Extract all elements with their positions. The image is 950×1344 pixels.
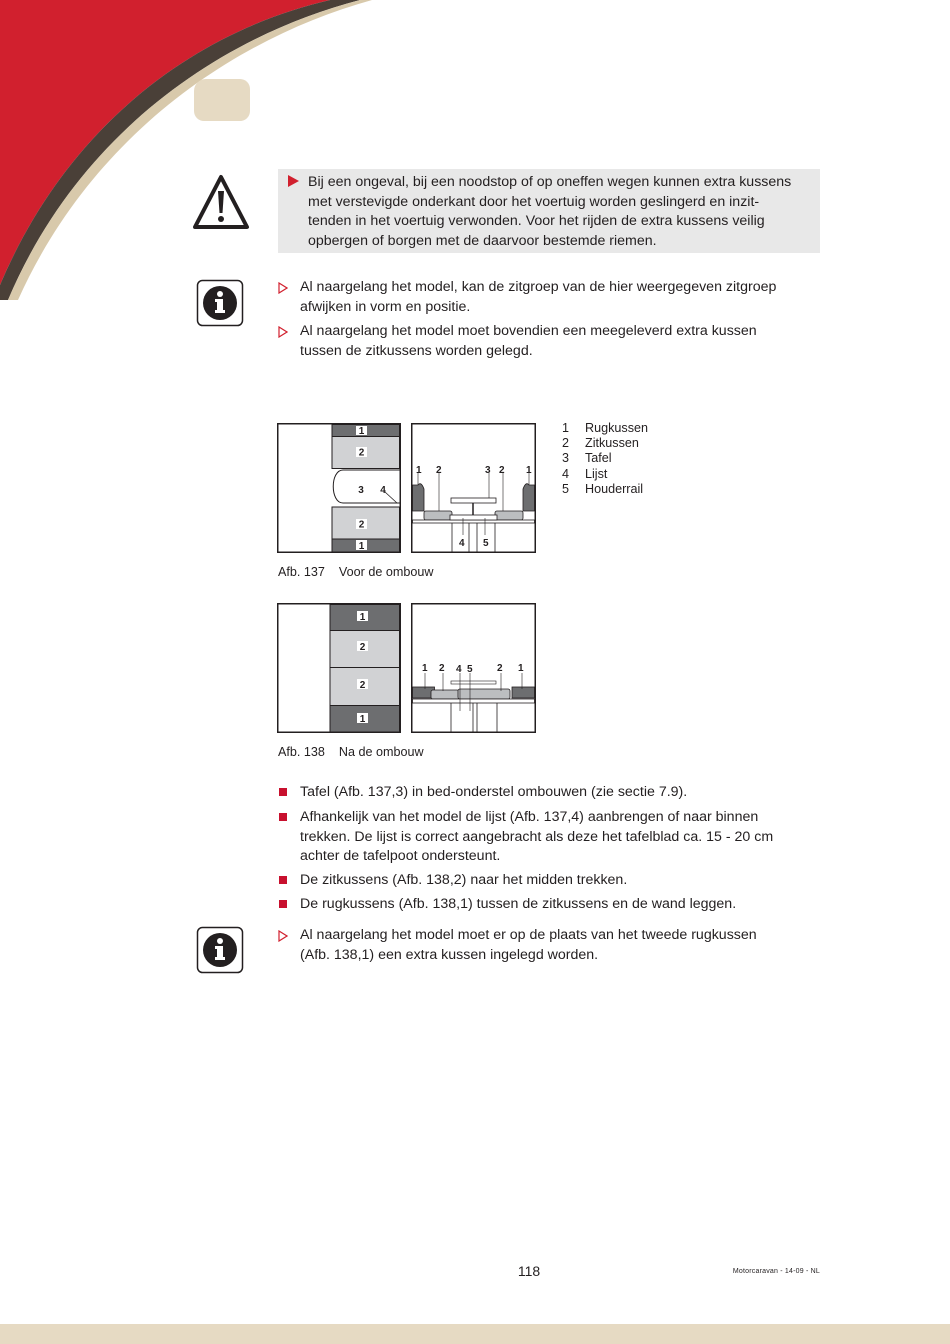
figure-label: 2 — [436, 465, 442, 476]
figure-label: 1 — [518, 663, 524, 674]
figure-label: 2 — [439, 663, 445, 674]
step-item — [278, 783, 818, 803]
warning-text: Bij een ongeval, bij een noodstop of op oneffen wegen kunnen extra kussens met verstevigde onderkant door het voertuig worden geslingerd en inzit- tenden in het voertuig verwonden. Voor het rijden de extra kussens veilig opbergen of borgen met de daarvoor bestemde riemen. — [308, 174, 792, 249]
figure-138-section-view — [411, 603, 536, 733]
legend-number: 2 — [562, 436, 570, 451]
figure-label: 1 — [358, 541, 365, 552]
legend-label: Tafel — [585, 451, 612, 466]
legend-label: Zitkussen — [585, 436, 639, 451]
figure-label: 1 — [526, 465, 532, 476]
info-note-text: Al naargelang het model moet bovendien een meegeleverd extra kussen tussen de zitkussens worden gelegd. — [300, 323, 757, 359]
info-icon — [196, 926, 244, 974]
figure-label: 2 — [497, 663, 503, 674]
caption-text: Voor de ombouw — [338, 565, 434, 579]
warning-triangle-icon — [192, 174, 250, 230]
figure-label: 2 — [499, 465, 505, 476]
figure-label: 3 — [358, 485, 364, 496]
page-number: 118 — [517, 1263, 541, 1279]
legend-number: 4 — [562, 466, 570, 481]
legend-number: 1 — [562, 421, 570, 435]
caption-number: Afb. 138 — [278, 745, 325, 759]
step-bullet-icon — [279, 788, 287, 796]
note-bullet-icon — [278, 326, 288, 338]
info-icon — [196, 279, 244, 327]
figure-label: 2 — [359, 680, 366, 691]
step-item — [278, 808, 818, 868]
figure-label: 1 — [359, 612, 366, 623]
legend-number: 3 — [562, 451, 570, 466]
chapter-tab — [194, 79, 250, 121]
figure-label: 1 — [359, 714, 366, 725]
document-id: Motorcaravan - 14-09 - NL — [732, 1268, 820, 1275]
info-note-2 — [278, 322, 818, 362]
step-bullet-icon — [279, 876, 287, 884]
figure-label: 1 — [358, 426, 365, 437]
step-text: Afhankelijk van het model de lijst (Afb. 137,4) aanbrengen of naar binnen trekken. De lijst is correct aangebracht als deze het tafelblad ca. 15 - 20 cm achter de tafelpoot ondersteunt. — [300, 809, 774, 864]
step-bullet-icon — [279, 813, 287, 821]
step-bullet-icon — [279, 900, 287, 908]
legend-number: 5 — [562, 481, 570, 496]
step-text: De zitkussens (Afb. 138,2) naar het midden trekken. — [300, 872, 628, 888]
footer-band — [0, 1324, 950, 1344]
caption-number: Afb. 137 — [278, 565, 325, 579]
info-note-3 — [278, 926, 818, 966]
figure-label: 4 — [456, 664, 462, 675]
legend-label: Houderrail — [585, 481, 644, 496]
step-text: De rugkussens (Afb. 138,1) tussen de zitkussens en de wand leggen. — [300, 896, 737, 912]
caption-text: Na de ombouw — [338, 745, 424, 759]
step-item — [278, 871, 818, 891]
legend-label: Lijst — [585, 466, 608, 481]
figure-label: 3 — [485, 465, 491, 476]
info-note-text: Al naargelang het model moet er op de plaats van het tweede rugkussen (Afb. 138,1) een extra kussen ingelegd worden. — [300, 927, 757, 963]
figure-138-top-view — [277, 603, 401, 733]
info-note-1 — [278, 278, 818, 318]
figure-label: 2 — [358, 447, 365, 459]
figure-label: 2 — [358, 519, 365, 531]
figure-137-top-view — [277, 423, 401, 553]
figure-label: 1 — [416, 465, 422, 476]
figure-label: 1 — [422, 663, 428, 674]
figure-label: 5 — [467, 664, 473, 675]
note-bullet-icon — [278, 930, 288, 942]
note-bullet-icon — [278, 282, 288, 294]
figure-label: 4 — [459, 538, 465, 549]
figure-137-caption — [278, 565, 433, 579]
figure-label: 5 — [483, 538, 489, 549]
warning-bullet-icon — [288, 175, 299, 187]
warning-box — [278, 169, 820, 253]
legend-label: Rugkussen — [585, 421, 649, 435]
figure-label: 2 — [359, 642, 366, 653]
header-swoosh — [0, 0, 950, 300]
info-note-text: Al naargelang het model, kan de zitgroep van de hier weergegeven zitgroep afwijken in vorm en positie. — [300, 279, 777, 315]
step-text: Tafel (Afb. 137,3) in bed-onderstel ombouwen (zie sectie 7.9). — [300, 784, 688, 800]
step-item — [278, 895, 818, 915]
figure-label: 4 — [380, 485, 386, 496]
figure-138-caption — [278, 745, 424, 759]
figure-137-section-view — [411, 423, 536, 553]
